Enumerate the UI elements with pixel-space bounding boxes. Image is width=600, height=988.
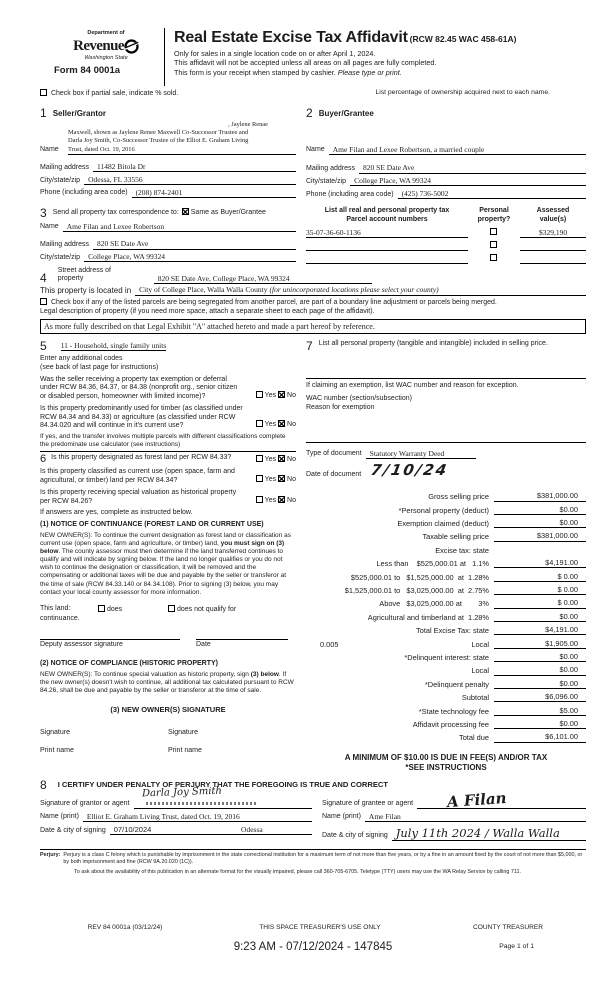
grantee-signature-label: Signature of grantee or agent: [322, 799, 414, 807]
historic-question: Is this property receiving special valuation as historical property per RCW 84.26?: [40, 488, 237, 505]
taxable-selling-price-value[interactable]: $381,000.00: [494, 531, 586, 541]
total-excise-state-value[interactable]: $4,191.00: [494, 625, 586, 635]
state-technology-fee-value[interactable]: $5.00: [494, 706, 586, 716]
deputy-date-line[interactable]: Date: [196, 639, 288, 650]
section5-number: 5: [40, 339, 47, 353]
section-street-address: 4 Street address of property 820 SE Date Ave, College Place, WA 99324 This property is located in City of College Place, Walla Walla County (for unincorporated locations please select your county) Check box if any of the listed parcels are being segregated from another parcel, are part of a boundary line adjustment or parcels being merged. Legal description of property (if you need more space, attach a separate sheet to each page of the affidavit). As more fully described on that Legal Exhibit "A" attached hereto and made a part hereof by reference.: [40, 267, 586, 334]
s6q3-yes-checkbox[interactable]: [256, 496, 263, 503]
tier3-tax-value[interactable]: $ 0.00: [494, 585, 586, 595]
section2-title: Buyer/Grantee: [318, 108, 374, 118]
predominate-use-note: If yes, and the transfer involves multiple parcels with different classifications complete the predominate use calculator (see instructions): [40, 433, 296, 452]
section8-number: 8: [40, 777, 47, 792]
parcel-header-line1: List all real and personal property tax: [324, 207, 450, 215]
parcel-row: [306, 254, 586, 264]
gross-selling-price-value[interactable]: $381,000.00: [494, 491, 586, 501]
additional-codes-note: (see back of last page for instructions): [40, 363, 159, 371]
located-in-field[interactable]: City of College Place, Walla Walla County (for unincorporated locations please select your county): [135, 285, 586, 295]
section1-title: Seller/Grantor: [52, 108, 107, 118]
delinquent-interest-local-value[interactable]: $0.00: [494, 665, 586, 675]
affidavit-processing-fee-value[interactable]: $0.00: [494, 719, 586, 729]
s5q1-yes-checkbox[interactable]: [256, 391, 263, 398]
grantee-print-field[interactable]: Ame Filan: [365, 812, 586, 822]
tier1-tax-value[interactable]: $4,191.00: [494, 558, 586, 568]
tax-computation-table: Gross selling price $381,000.00 *Personal property (deduct) $0.00 Exemption claimed (deduct) $0.00 Taxable selling price $381,000.00 Excise tax: state Less than $525,000.01 at 1.1% $4,191.00 $525,000.01 to $1,525,000.00 at 1.28% $ 0.00 $1,525,000.01 to $3,025,000.00 at 2.75% $ 0.00 Above $3,025,000.00 at 3% $ 0.00 Agricultural and timberland at 1.28% $0.00 Total Excise Tax: state $4,191.00 0.005 Local $1,905.00 *Delinquent interest: state $0.00 Local $0.00 *Delinquent penalty $0.00 Subtotal $6,096.00 *State technology fee $5.00 Affidavit processing fee $0.00 Total due $6,101.00: [306, 488, 586, 742]
land-does-checkbox[interactable]: [98, 605, 105, 612]
notice1-title: (1) NOTICE OF CONTINUANCE (FOREST LAND OR CURRENT USE): [40, 521, 264, 528]
seller-phone-field[interactable]: (208) 874-2401: [132, 188, 296, 198]
s6q1-yes-checkbox[interactable]: [256, 455, 263, 462]
minimum-due-note: A MINIMUM OF $10.00 IS DUE IN FEE(S) AND/OR TAX: [344, 752, 548, 762]
personal-property-checkbox-3[interactable]: [490, 254, 497, 261]
header-instruction-2: This affidavit will not be accepted unless all areas on all pages are fully completed.: [174, 58, 437, 67]
corr-csz-field[interactable]: College Place, WA 99324: [84, 252, 296, 262]
parcel-table: List all real and personal property tax Parcel account numbers Personal property? Assessed value(s) 35-07-36-60-1136 $329,190: [306, 203, 586, 263]
total-due-value[interactable]: $6,101.00: [494, 732, 586, 742]
wac-number-label: WAC number (section/subsection): [306, 394, 412, 402]
forest-land-question: Is this property designated as forest land per RCW 84.33?: [51, 454, 232, 462]
page-number: Page 1 of 1: [499, 943, 534, 950]
header-instruction-3: This form is your receipt when stamped by cashier.: [174, 67, 336, 77]
new-owners-signature-title: (3) NEW OWNER(S) SIGNATURE: [110, 705, 226, 715]
grantor-signature-field[interactable]: Darla Joy Smith: [134, 796, 312, 809]
signature-fine-print: [146, 802, 256, 805]
notice1-body: NEW OWNER(S): To continue the current designation as forest land or classification as current use (open space, farm and agriculture, or timber) land, you must sign on (3) below. The county assessor must then determine if the land transferred continues to qualify and will indicate by signing below. If the land no longer qualifies or you do not wish to continue the designation or classification, it will be removed and the compensating or additional taxes will be due and payable by the seller or transferor at the time of sale (RCW 84.33.140 or 84.34.108). Prior to signing (3) below, you may contact your local county assessor for more information.: [40, 531, 291, 596]
alternate-format-note: To ask about the availability of this publication in an alternate format for the visually impaired, please call 360-705-6705. Teletype (TTY) users may use the WA Relay Service by calling 711.: [74, 869, 521, 876]
grantor-print-field[interactable]: Elliot E. Graham Living Trust, dated Oct. 19, 2016: [83, 812, 312, 822]
corr-name-field[interactable]: Ame Filan and Lexee Robertson: [63, 222, 296, 232]
deputy-assessor-signature-line[interactable]: Deputy assessor signature: [40, 639, 180, 650]
type-or-print-note: Please type or print.: [337, 67, 402, 77]
date-of-document-label: Date of document: [306, 471, 362, 479]
revenue-logo: [54, 26, 158, 76]
type-of-document-field[interactable]: Statutory Warranty Deed: [366, 449, 476, 459]
treasurer-space-label: THIS SPACE TREASURER'S USE ONLY: [259, 923, 381, 931]
seller-csz-field[interactable]: Odessa, FL 33556: [84, 175, 296, 185]
buyer-csz-field[interactable]: College Place, WA 99324: [350, 176, 586, 186]
personal-property-checkbox-1[interactable]: [490, 228, 497, 235]
if-yes-note: If answers are yes, complete as instructed below.: [40, 509, 193, 517]
grantee-date-label: Date & city of signing: [322, 832, 388, 840]
delinquent-penalty-value[interactable]: $0.00: [494, 679, 586, 689]
corr-csz-label: City/state/zip: [40, 253, 81, 261]
revenue-wordmark: Revenue: [73, 37, 124, 54]
title-rcw-reference: (RCW 82.45 WAC 458-61A): [409, 34, 517, 44]
additional-codes-label: Enter any additional codes: [40, 355, 123, 362]
buyer-mailing-label: Mailing address: [306, 164, 356, 172]
notice2-title: (2) NOTICE OF COMPLIANCE (HISTORIC PROPERTY): [40, 660, 218, 667]
grantor-city-field[interactable]: Odessa: [188, 825, 312, 835]
page-title: Real Estate Excise Tax Affidavit: [174, 29, 408, 46]
local-rate: 0.005: [320, 639, 339, 649]
located-in-label: This property is located in: [40, 285, 132, 295]
street-address-field[interactable]: 820 SE Date Ave, College Place, WA 99324: [154, 274, 372, 284]
agricultural-tax-value[interactable]: $0.00: [494, 612, 586, 622]
new-owner-print-2[interactable]: Print name: [168, 747, 202, 755]
seller-mailing-label: Mailing address: [40, 163, 90, 171]
parcel-row: [306, 228, 586, 238]
buyer-phone-label: Phone (including area code): [306, 190, 394, 198]
buyer-name-label: Name: [306, 146, 325, 154]
exemption-question: Was the seller receiving a property tax exemption or deferral under RCW 84.36, 84.37, or 84.38 (nonprofit org., senior citizen or disabled person, homeowner with limited income)?: [40, 375, 238, 400]
section4-number: 4: [40, 271, 47, 286]
footer-row: [40, 924, 586, 932]
timber-question: Is this property predominantly used for timber (as classified under RCW 84.34 and 84.33) or agriculture (as classified under RCW 84.34.020 and will continue in it's current use?: [40, 404, 243, 430]
grantee-signature-field[interactable]: A Filan: [417, 796, 586, 809]
section-certification: [40, 779, 586, 841]
buyer-csz-label: City/state/zip: [306, 177, 347, 185]
same-as-buyer-label: Same as Buyer/Grantee: [190, 209, 266, 217]
section-continuance: 6 Is this property designated as forest land per RCW 84.33? Yes ✕ No Is this property classified as current use (open space, farm and agricultural, or timber) land per RCW 84.34? Yes ✕ No Is this property receiving special valuation as historical property per RCW 84.26? Yes ✕ No If answers are yes, complete as instructed below. (1) NOTICE OF CONTINUANCE (FOREST LAND OR CURRENT USE) NEW OWNER(S): To continue the current designation as forest land or classification as current use (open space, farm and agriculture, or timber) land, you must sign on (3) below. The county assessor must then determine if the land transferred continues to qualify and will indicate by signing below. If the land no longer qualifies or you do not wish to continue the designation or classification, it will be removed and the compensating or additional taxes will be due and payable by the seller or transferor at the time of sale (RCW 84.33.140 or 84.34.108). Prior to signing (3) below, you may contact your local county assessor for more information. This land: does does not qualify for continuance. Deputy assessor signature Date (2) NOTICE OF COMPLIANCE (HISTORIC PROPERTY) NEW OWNER(S): To continue special valuation as historic property, sign (3) below. If the new owner(s) doesn't wish to continue, all additional tax calculated pursuant to RCW 84.26, shall be due and payable by the seller or transferor at the time of sale. (3) NEW OWNER(S) SIGNATURE Signature Signature Print name Print name: [40, 454, 296, 756]
delinquent-interest-state-value[interactable]: $0.00: [494, 652, 586, 662]
legal-description-field[interactable]: As more fully described on that Legal Exhibit "A" attached hereto and made a part hereof by reference.: [40, 319, 586, 334]
current-use-question: Is this property classified as current use (open space, farm and agricultural, or timber) land per RCW 84.34?: [40, 468, 235, 484]
seller-phone-label: Phone (including area code): [40, 189, 128, 197]
land-use-code-field[interactable]: 11 - Household, single family units: [60, 340, 167, 350]
revenue-swirl-icon: [124, 39, 139, 54]
grantor-print-label: Name (print): [40, 813, 79, 821]
seller-mailing-field[interactable]: 11482 Bitola Dr: [93, 162, 296, 172]
exemption-claimed-value[interactable]: $0.00: [494, 518, 586, 528]
grantee-print-label: Name (print): [322, 813, 361, 821]
s6q2-no-checkbox[interactable]: [278, 475, 285, 482]
section-tax-correspondence: [40, 203, 296, 263]
grantee-date-field[interactable]: July 11th 2024 / Walla Walla: [392, 826, 586, 841]
document-block: [306, 442, 586, 480]
partial-sale-checkbox[interactable]: [40, 89, 47, 96]
excise-tax-state-label: Excise tax: state: [435, 545, 489, 555]
buyer-phone-field[interactable]: (425) 736-5002: [398, 189, 586, 199]
personal-property-header: Personal: [479, 207, 509, 215]
reason-exemption-label: Reason for exemption: [306, 403, 375, 411]
corr-name-label: Name: [40, 223, 59, 231]
seller-name-field[interactable]: , Jaylene Renae Maxwell, shown as Jaylene Renee Maxwell Co-Successor Trustee and Darla Joy Smith, Co-Successor Trustee of the Elliot E. Graham Living Trust, dated Oct. 19, 2016: [68, 121, 296, 155]
s5q2-no-checkbox[interactable]: [278, 420, 285, 427]
s6q2-yes-checkbox[interactable]: [256, 475, 263, 482]
county-treasurer-label: COUNTY TREASURER: [472, 923, 544, 931]
seller-name-label: Name: [40, 146, 59, 154]
form-number: Form 84 0001a: [54, 64, 121, 76]
s6q1-no-checkbox[interactable]: [278, 455, 285, 462]
new-owner-signature-2[interactable]: Signature: [168, 728, 198, 736]
tier4-tax-value[interactable]: $ 0.00: [494, 598, 586, 608]
washington-state-label: Washington State: [84, 54, 128, 61]
form-header: [54, 26, 586, 86]
personal-property-checkbox-2[interactable]: [490, 241, 497, 248]
exemption-note: If claiming an exemption, list WAC number and reason for exception.: [306, 378, 586, 391]
ownership-percentage-note: List percentage of ownership acquired next to each name.: [375, 89, 550, 96]
section-seller-grantor: [40, 103, 296, 200]
perjury-note: Perjury: Perjury is a class C felony which is punishable by imprisonment in the state correctional institution for a maximum term of not more than five years, or by a fine in an amount fixed by the court of not more than $5,000, or by both imprisonment and fine (RCW 9A.20.020 (1C)).: [40, 849, 586, 866]
buyer-mailing-field[interactable]: 820 SE Date Ave: [359, 163, 586, 173]
header-divider: [164, 28, 165, 86]
section7-number: 7: [306, 339, 313, 353]
see-instructions-note: *SEE INSTRUCTIONS: [405, 762, 487, 772]
grantor-date-label: Date & city of signing: [40, 826, 106, 834]
assessed-value-field-2[interactable]: [520, 242, 586, 251]
rev-form-number: REV 84 0001a (03/12/24): [87, 923, 163, 931]
section3-number: 3: [40, 206, 47, 221]
stamp-row: [40, 940, 586, 956]
section-land-use-codes: 5 11 - Household, single family units Enter any additional codes (see back of last page for instructions) Was the seller receiving a property tax exemption or deferral under RCW 84.36, 84.37, or 84.38 (nonprofit org., senior citizen or disabled person, homeowner with limited income)? Yes ✕ No Is this property predominantly used for timber (as classified under RCW 84.34 and 84.33) or agriculture (as classified under RCW 84.34.020 and will continue in it's current use? Yes ✕ No If yes, and the transfer involves multiple parcels with different classifications complete the predominate use calculator (see instructions): [40, 340, 296, 452]
s6q3-no-checkbox[interactable]: [278, 496, 285, 503]
dept-of-label: Department of: [87, 30, 125, 36]
date-of-document-handwritten[interactable]: 7/10/24: [369, 461, 451, 480]
assessed-value-header: Assessed: [536, 207, 570, 215]
corr-mailing-field[interactable]: 820 SE Date Ave: [93, 239, 296, 249]
cashier-stamp: 9:23 AM - 07/12/2024 - 147845: [233, 941, 393, 953]
legal-description-label: Legal description of property (if you need more space, attach a separate sheet to each page of the affidavit).: [40, 308, 375, 316]
land-does-not-checkbox[interactable]: [168, 605, 175, 612]
section-buyer-grantee: [306, 103, 586, 200]
tier2-tax-value[interactable]: $ 0.00: [494, 572, 586, 582]
personal-property-question: List all personal property (tangible and intangible) included in selling price.: [318, 340, 548, 347]
parcel-number-field-3[interactable]: [306, 255, 468, 264]
s5q1-no-checkbox[interactable]: [278, 391, 285, 398]
header-instruction-1: Only for sales in a single location code on or after April 1, 2024.: [174, 48, 376, 58]
certify-statement: I CERTIFY UNDER PENALTY OF PERJURY THAT THE FOREGOING IS TRUE AND CORRECT: [57, 779, 389, 789]
assessed-value-field[interactable]: $329,190: [520, 228, 586, 238]
s5q2-yes-checkbox[interactable]: [256, 420, 263, 427]
personal-property-deduct-value[interactable]: $0.00: [494, 505, 586, 515]
parcel-row: [306, 241, 586, 251]
assessed-value-field-3[interactable]: [520, 255, 586, 264]
same-as-buyer-checkbox[interactable]: [182, 208, 189, 215]
local-tax-value[interactable]: $1,905.00: [494, 639, 586, 649]
section-personal-property: [306, 340, 586, 412]
new-owner-signature-1[interactable]: Signature: [40, 728, 70, 736]
partial-sale-label: Check box if partial sale, indicate % sold.: [50, 90, 179, 97]
section2-number: 2: [306, 105, 313, 120]
buyer-name-field[interactable]: Ame Filan and Lexee Robertson, a married couple: [329, 145, 586, 155]
parcel-number-field-2[interactable]: [306, 242, 468, 251]
section1-number: 1: [40, 105, 47, 120]
parcel-number-field[interactable]: 35-07-36-60-1136: [306, 228, 468, 238]
section6-number: 6: [40, 453, 47, 466]
subtotal-value[interactable]: $6,096.00: [494, 692, 586, 702]
grantor-date-field[interactable]: 07/10/2024: [110, 825, 188, 835]
section3-label: Send all property tax correspondence to:: [52, 208, 179, 216]
street-address-label: Street address of: [57, 266, 111, 274]
corr-mailing-label: Mailing address: [40, 240, 90, 248]
notice2-body: NEW OWNER(S): To continue special valuation as historic property, sign (3) below. If the new owner(s) doesn't wish to continue, all additional tax calculated pursuant to RCW 84.26, shall be due and payable by the seller or transferor at the time of sale.: [40, 670, 294, 694]
continuance-label: continuance.: [40, 614, 80, 622]
segregated-label: Check box if any of the listed parcels are being segregated from another parcel, are part of a boundary line adjustment or parcels being merged.: [50, 298, 497, 306]
parcel-header-line2: Parcel account numbers: [346, 216, 428, 223]
this-land-label: This land:: [40, 604, 71, 612]
new-owner-print-1[interactable]: Print name: [40, 747, 74, 755]
type-of-document-label: Type of document: [306, 450, 362, 458]
seller-csz-label: City/state/zip: [40, 176, 81, 184]
gross-selling-price-label: Gross selling price: [428, 492, 489, 502]
segregated-checkbox[interactable]: [40, 298, 47, 305]
grantor-signature-label: Signature of grantor or agent: [40, 799, 130, 807]
